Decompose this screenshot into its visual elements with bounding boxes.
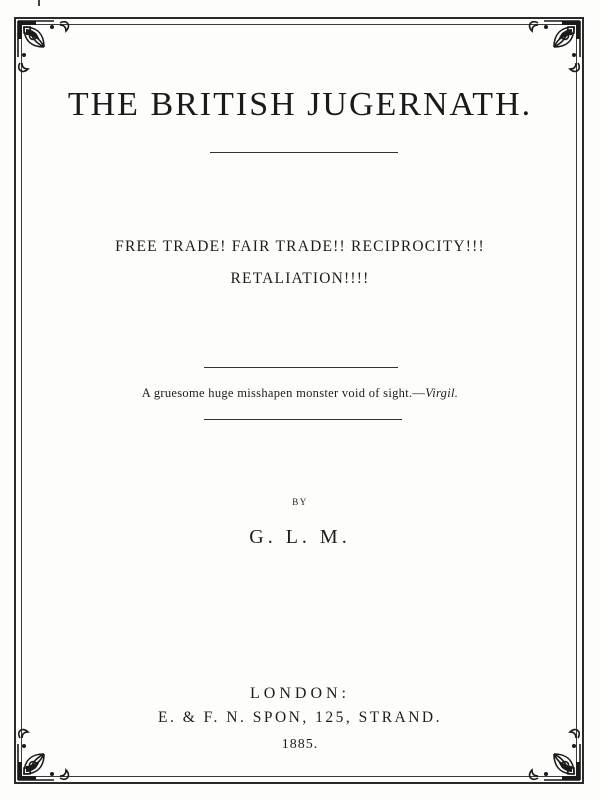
motto-divider-top	[204, 367, 398, 368]
ornate-corner-icon	[520, 17, 584, 81]
author-initials: G. L. M.	[249, 526, 351, 548]
epigraph	[30, 386, 570, 401]
publication-year: 1885.	[281, 737, 319, 752]
publisher: E. & F. N. SPON, 125, STRAND.	[158, 709, 442, 726]
publication-city: LONDON:	[250, 685, 350, 702]
motto-divider-bottom	[204, 419, 402, 420]
book-title: THE BRITISH JUGERNATH.	[67, 86, 533, 123]
epigraph-attribution: Virgil.	[425, 386, 459, 400]
title-divider	[210, 152, 398, 153]
by-label: BY	[292, 497, 308, 507]
slogan-line-2: RETALIATION!!!!	[230, 270, 370, 287]
slogan-line-1: FREE TRADE! FAIR TRADE!! RECIPROCITY!!!	[115, 238, 485, 255]
ornate-corner-icon	[14, 17, 78, 81]
ink-speck	[38, 0, 40, 6]
epigraph-text: A gruesome huge misshapen monster void of sight.—	[141, 386, 426, 400]
